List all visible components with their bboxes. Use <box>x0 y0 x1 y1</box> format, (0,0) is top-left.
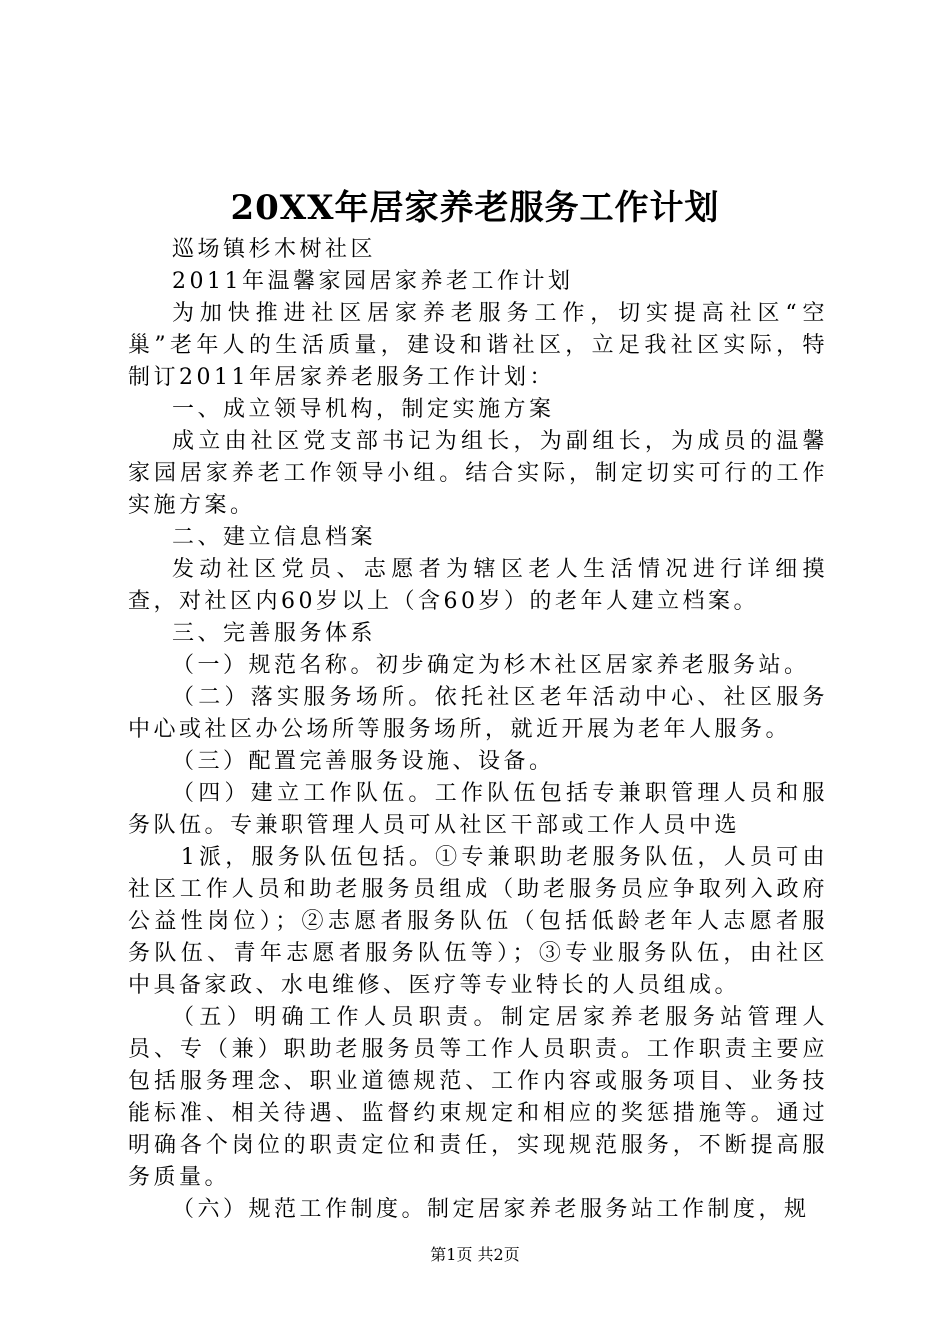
paragraph-intro: 为加快推进社区居家养老服务工作，切实提高社区“空巢”老年人的生活质量，建设和谐社区，立足我社区实际，特制订2011年居家养老服务工作计划： <box>128 301 828 390</box>
paragraph-item-4-continued: 1派，服务队伍包括。①专兼职助老服务队伍，人员可由社区工作人员和助老服务员组成（助老服务员应争取列入政府公益性岗位）；②志愿者服务队伍（包括低龄老年人志愿者服务队伍、青年志愿者服务队伍等）；③专业服务队伍，由社区中具备家政、水电维修、医疗等专业特长的人员组成。 <box>128 845 828 998</box>
paragraph-item-2: （二）落实服务场所。依托社区老年活动中心、社区服务中心或社区办公场所等服务场所，就近开展为老年人服务。 <box>128 685 828 742</box>
paragraph-community-name: 巡场镇杉木树社区 <box>172 237 377 262</box>
section-heading-2: 二、建立信息档案 <box>172 525 377 550</box>
paragraph-item-3: （三）配置完善服务设施、设备。 <box>172 749 555 774</box>
paragraph-item-1: （一）规范名称。初步确定为杉木社区居家养老服务站。 <box>172 653 810 678</box>
section-heading-3: 三、完善服务体系 <box>172 621 377 646</box>
paragraph-item-4: （四）建立工作队伍。工作队伍包括专兼职管理人员和服务队伍。专兼职管理人员可从社区干部或工作人员中选 <box>128 781 828 838</box>
paragraph-item-5: （五）明确工作人员职责。制定居家养老服务站管理人员、专（兼）职助老服务员等工作人员职责。工作职责主要应包括服务理念、职业道德规范、工作内容或服务项目、业务技能标准、相关待遇、监督约束规定和相应的奖惩措施等。通过明确各个岗位的职责定位和责任，实现规范服务，不断提高服务质量。 <box>128 1005 828 1190</box>
paragraph-leadership: 成立由社区党支部书记为组长，为副组长，为成员的温馨家园居家养老工作领导小组。结合实际，制定切实可行的工作实施方案。 <box>128 429 828 518</box>
section-heading-1: 一、成立领导机构，制定实施方案 <box>172 397 555 422</box>
paragraph-item-6: （六）规范工作制度。制定居家养老服务站工作制度，规 <box>172 1197 810 1222</box>
paragraph-archives: 发动社区党员、志愿者为辖区老人生活情况进行详细摸查，对社区内60岁以上（含60岁）的老年人建立档案。 <box>128 557 828 614</box>
document-title: 20XX年居家养老服务工作计划 <box>230 188 720 228</box>
document-body <box>128 234 828 1226</box>
paragraph-plan-subtitle: 2011年温馨家园居家养老工作计划 <box>172 269 574 294</box>
page-footer: 第1页 共2页 <box>430 1245 520 1264</box>
